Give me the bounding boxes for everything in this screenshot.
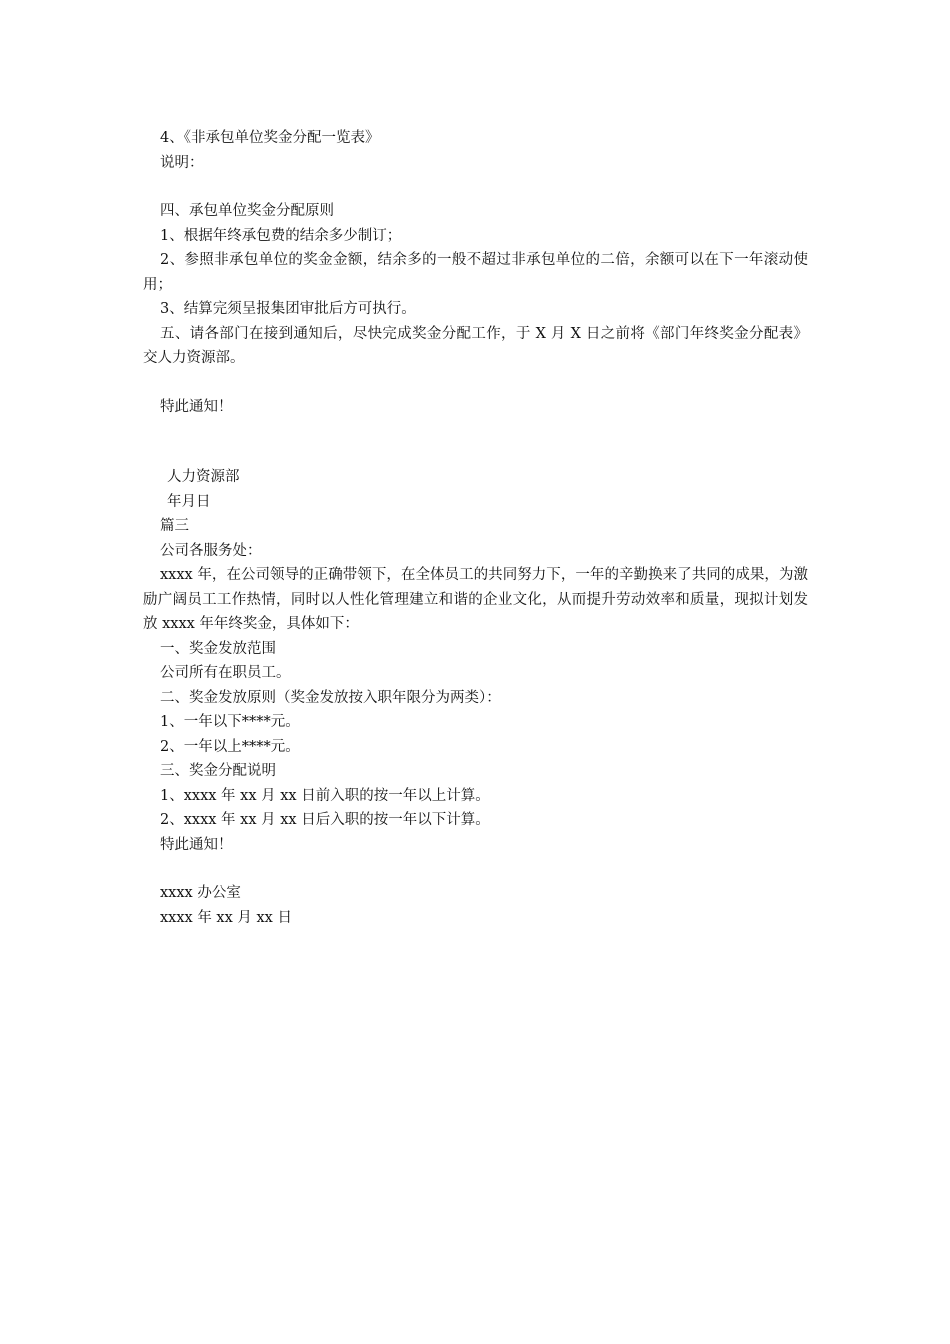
document-body xyxy=(143,126,808,930)
section-2-item-1: 1、一年以下****元。 xyxy=(160,714,300,730)
section-5-paragraph: 五、请各部门在接到通知后，尽快完成奖金分配工作，于 X 月 X 日之前将《部门年终奖金分配表》交人力资源部。 xyxy=(143,325,808,366)
salutation: 公司各服务处： xyxy=(160,542,262,559)
section-2-title: 二、奖金发放原则（奖金发放按入职年限分为两类）： xyxy=(160,689,501,706)
signature-date: 年月日 xyxy=(167,493,211,510)
part-3-title: 篇三 xyxy=(160,518,189,534)
section-3-title: 三、奖金分配说明 xyxy=(160,763,276,779)
section-4-item-3: 3、结算完须呈报集团审批后方可执行。 xyxy=(160,301,416,317)
signature-department: 人力资源部 xyxy=(167,469,240,485)
notice-text: 特此通知！ xyxy=(160,398,233,415)
notice-text: 特此通知！ xyxy=(160,836,233,853)
note-label: 说明： xyxy=(160,154,204,171)
section-3-item-2: 2、xxxx 年 xx 月 xx 日后入职的按一年以下计算。 xyxy=(160,812,490,828)
spacer xyxy=(143,371,808,395)
section-3-item-1: 1、xxxx 年 xx 月 xx 日前入职的按一年以上计算。 xyxy=(160,787,490,804)
section-4-item-2: 2、参照非承包单位的奖金金额，结余多的一般不超过非承包单位的二倍，余额可以在下一年滚动使用； xyxy=(143,252,808,293)
section-1-title: 一、奖金发放范围 xyxy=(160,640,276,657)
section-1-body: 公司所有在职员工。 xyxy=(160,665,291,681)
spacer xyxy=(143,419,808,465)
signature-office: xxxx 办公室 xyxy=(160,885,241,901)
section-4-title: 四、承包单位奖金分配原则 xyxy=(160,203,334,219)
spacer xyxy=(143,857,808,881)
section-2-item-2: 2、一年以上****元。 xyxy=(160,738,300,755)
intro-paragraph: xxxx 年，在公司领导的正确带领下，在全体员工的共同努力下，一年的辛勤换来了共同的成果，为激励广阔员工工作热情，同时以人性化管理建立和谐的企业文化，从而提升劳动效率和质量，现拟计划发放 xxxx 年年终奖金，具体如下： xyxy=(143,567,808,632)
section-4-item-1: 1、根据年终承包费的结余多少制订； xyxy=(160,227,402,244)
spacer xyxy=(143,175,808,199)
list-item-4: 4、《非承包单位奖金分配一览表》 xyxy=(160,130,380,146)
signature-date: xxxx 年 xx 月 xx 日 xyxy=(160,909,292,926)
